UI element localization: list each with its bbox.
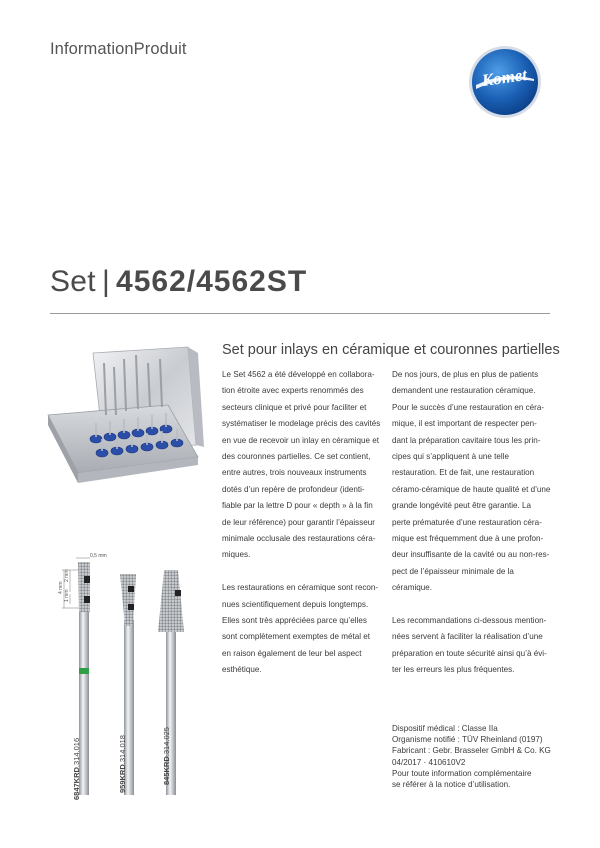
subtitle: Set pour inlays en céramique et couronnes partielles	[222, 342, 560, 358]
dimension-left: 4 mm	[58, 581, 64, 594]
page-title	[50, 265, 307, 299]
bur-3-ref: .314.025	[162, 727, 171, 757]
bur-2-ref: .314.018	[118, 735, 127, 765]
bur-1-head	[78, 562, 90, 612]
paragraph: Le Set 4562 a été développé en collabora- tion étroite avec experts renommés des secteurs clinique et privé pour faciliter et systématiser le modelage précis des cavités en vue de recevoir un inlay en céramique et des couronnes partielles. Ce set contient, entre autres, trois nouveaux instruments dotés d’un repère de profondeur (identi- fiable par la lettre D pour « depth » à la fin de leur référence) pour garantir l’épaisseur minimale occlusale des restaurations céra- miques.	[222, 370, 381, 560]
bur-1-ring	[79, 668, 89, 674]
text-column-1	[222, 367, 384, 695]
bur-1-ref: .314.016	[72, 737, 81, 768]
footer-line: 04/2017 · 410610V2	[392, 757, 466, 767]
bur-3-code: 845KRD	[162, 756, 171, 785]
dimension-top: 0,5 mm	[90, 553, 107, 559]
title-numbers: 4562/4562ST	[116, 265, 308, 298]
bur-2-head	[120, 574, 136, 626]
paragraph: De nos jours, de plus en plus de patients demandent une restauration céramique. Pour le succès d’une restauration en céra- mique, il est important de respecter pen- dant la préparation cavitaire tous les prin- cipes qui s’appliquent à une telle restauration. Et de fait, une restauration céramo-céramique de haute qualité et d’une grande longévité peut être garantie. La perte prématurée d’une restauration céra- mique est fréquemment due à une profon- deur insuffisante de la cavité ou au non-res- pect de l’épaisseur minimale de la céramique.	[392, 370, 551, 593]
footer-line: Fabricant : Gebr. Brasseler GmbH & Co. KG	[392, 746, 551, 756]
regulatory-footer	[392, 723, 551, 790]
footer-line: se référer à la notice d’utilisation.	[392, 780, 511, 790]
title-separator: |	[101, 265, 111, 298]
title-divider	[50, 313, 550, 314]
bur-1-code: 6847KRD	[72, 767, 81, 800]
svg-text:Komet: Komet	[480, 64, 529, 91]
text-column-2	[392, 367, 554, 695]
header-title: InformationProduit	[50, 40, 187, 58]
footer-line: Organisme notifié : TÜV Rheinland (0197)	[392, 735, 543, 745]
bur-3-head	[158, 570, 184, 632]
dimension-mid1: 2 mm	[64, 569, 70, 582]
footer-line: Pour toute information complémentaire	[392, 768, 532, 778]
paragraph: Les recommandations ci-dessous mention- nées servent à faciliter la réalisation d’une préparation en toute sécurité ainsi qu’à évi- ter les erreurs les plus fréquentes.	[392, 616, 547, 675]
product-photo	[38, 345, 208, 495]
bur-label-1	[72, 738, 81, 800]
bur-label-3	[162, 727, 171, 785]
footer-line: Dispositif médical : Classe IIa	[392, 724, 498, 733]
komet-logo	[468, 45, 542, 119]
dimension-mid2: 1 mm	[64, 589, 70, 602]
bur-2-code: 959KRD	[118, 764, 127, 793]
paragraph: Les restaurations en céramique sont recon- nues scientifiquement depuis longtemps. Elles sont très appréciées parce qu’elles sont complètement exemptes de métal et en raison également de leur bel aspect esthétique.	[222, 583, 379, 675]
bur-label-2	[118, 735, 127, 793]
title-prefix: Set	[50, 265, 96, 298]
